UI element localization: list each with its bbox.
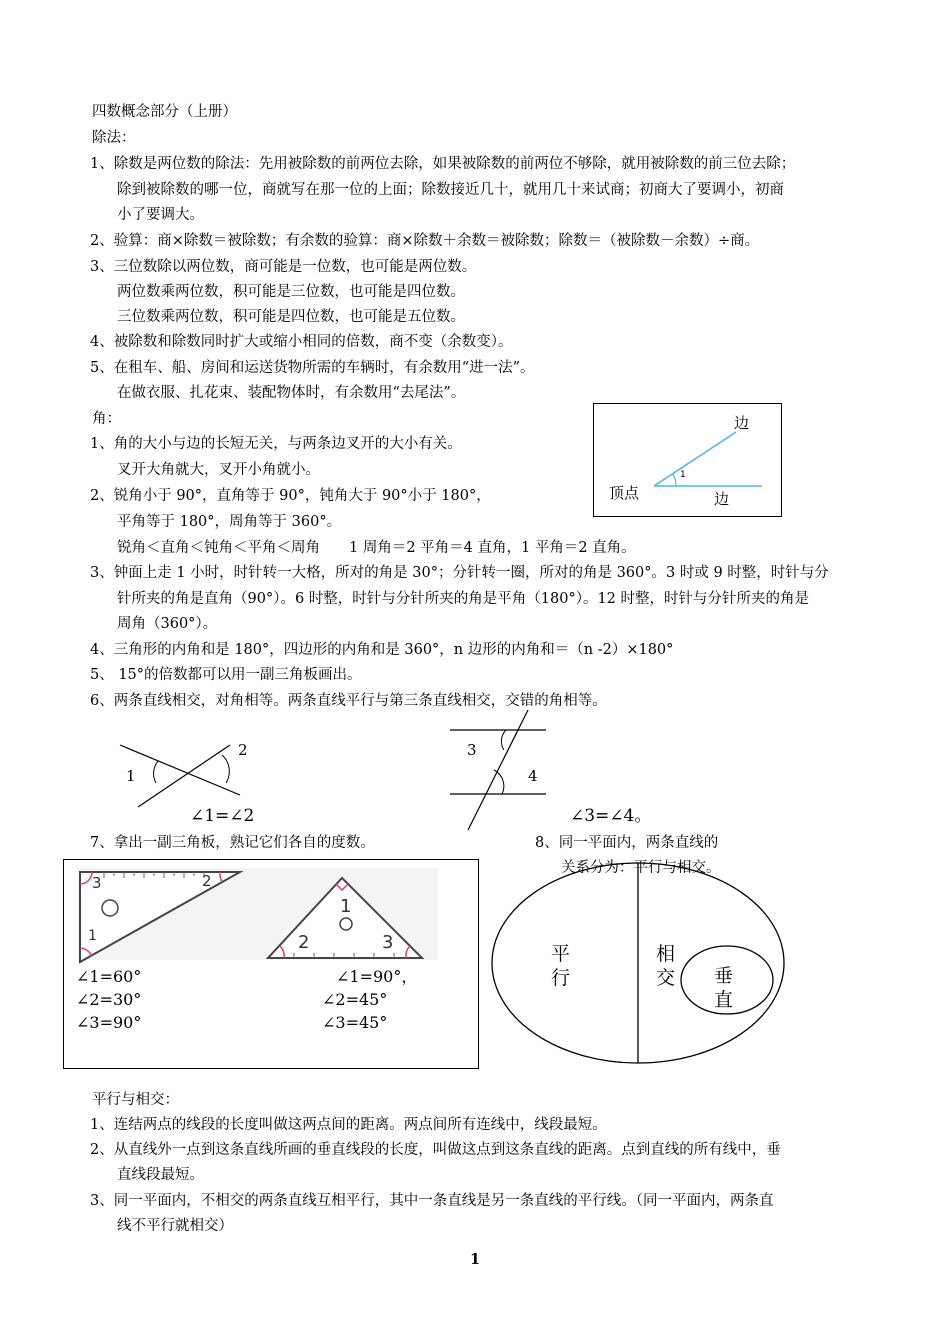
edge-label-bottom: 边 xyxy=(714,490,730,508)
line-relation-diagram xyxy=(490,860,790,1068)
cross-angle-2-label: 2 xyxy=(238,741,248,759)
division-item-3: 3、三位数除以两位数，商可能是一位数，也可能是两位数。 xyxy=(90,259,477,275)
angle-item-8: 8、同一平面内，两条直线的 xyxy=(535,835,719,851)
right-angle-1: ∠1=90°， xyxy=(336,967,418,986)
edge-label-top: 边 xyxy=(734,414,750,432)
division-item-3-cont: 两位数乘两位数，积可能是三位数，也可能是四位数。 xyxy=(117,284,465,300)
left-square-2: 2 xyxy=(202,872,212,890)
angle-item-3: 3、钟面上走 1 小时，时针转一大格，所对的角是 30°；分针转一圈，所对的角是 360°。3 时或 9 时整，时针与分 xyxy=(90,565,829,581)
pi-item-2-cont: 直线段最短。 xyxy=(117,1167,204,1183)
angle-arc xyxy=(673,474,676,486)
pi-item-2: 2、从直线外一点到这条直线所画的垂直线段的长度，叫做这点到这条直线的距离。点到直线的所有线中，垂 xyxy=(90,1142,781,1158)
division-heading: 除法： xyxy=(92,130,136,146)
crossing-line-b xyxy=(138,745,230,807)
parallel-angle-4-label: 4 xyxy=(528,767,538,785)
angle-item-8-cont: 关系分为：平行与相交。 xyxy=(561,860,721,876)
parallel-intersect-heading: 平行与相交： xyxy=(92,1092,179,1108)
division-item-1: 1、除数是两位数的除法：先用被除数的前两位去除，如果被除数的前两位不够除，就用被除数的前三位去除； xyxy=(90,156,796,172)
pi-item-3-cont: 线不平行就相交） xyxy=(117,1218,233,1234)
division-item-5-cont: 在做衣服、扎花束、装配物体时，有余数用“去尾法”。 xyxy=(117,385,466,401)
right-angle-3: ∠3=45° xyxy=(322,1013,388,1032)
angle-item-5: 5、 15°的倍数都可以用一副三角板画出。 xyxy=(90,667,362,683)
cross-angle-1-label: 1 xyxy=(126,767,136,785)
angle-item-2: 2、锐角小于 90°，直角等于 90°，钝角大于 90°小于 180°， xyxy=(90,488,491,504)
division-item-4: 4、被除数和除数同时扩大或缩小相同的倍数，商不变（余数变）。 xyxy=(90,334,513,350)
angle-item-2-cont: 锐角＜直角＜钝角＜平角＜周角 1 周角＝2 平角＝4 直角，1 平角＝2 直角。 xyxy=(117,540,636,556)
angle-item-3-cont: 周角（360°）。 xyxy=(117,616,218,632)
angle-heading: 角： xyxy=(92,411,121,427)
left-angle-3: ∠3=90° xyxy=(76,1013,142,1032)
angle-item-6: 6、两条直线相交，对角相等。两条直线平行与第三条直线相交，交错的角相等。 xyxy=(90,693,607,709)
angle-item-3-cont: 针所夹的角是直角（90°）。6 时整，时针与分针所夹的角是平角（180°）。12 时整，时针与分针所夹的角是 xyxy=(117,591,810,607)
angle-diagram xyxy=(593,403,782,517)
division-item-1-cont: 小了要调大。 xyxy=(117,207,204,223)
intersect-label: 相 交 xyxy=(656,943,676,989)
right-square-2: 2 xyxy=(298,932,310,953)
set-squares-box xyxy=(63,859,479,1069)
page-number: 1 xyxy=(470,1251,481,1268)
angle-item-1: 1、角的大小与边的长短无关，与两条边叉开的大小有关。 xyxy=(90,436,462,452)
pi-item-3: 3、同一平面内，不相交的两条直线互相平行，其中一条直线是另一条直线的平行线。（同一平面内，两条直 xyxy=(90,1193,774,1209)
angle-item-4: 4、三角形的内角和是 180°，四边形的内角和是 360°，n 边形的内角和＝（n -2）×180° xyxy=(90,642,674,658)
angle-4-arc xyxy=(494,770,504,794)
perpendicular-label: 垂 直 xyxy=(714,965,734,1011)
angle-1-arc xyxy=(154,761,158,783)
parallel-angle-3-label: 3 xyxy=(467,741,477,759)
left-square-1: 1 xyxy=(88,928,97,944)
angle-item-1-cont: 叉开大角就大，叉开小角就小。 xyxy=(117,462,320,478)
division-item-3-cont: 三位数乘两位数，积可能是四位数，也可能是五位数。 xyxy=(117,309,465,325)
division-item-1-cont: 除到被除数的哪一位，商就写在那一位的上面；除数接近几十，就用几十来试商；初商大了要调小，初商 xyxy=(117,182,784,198)
right-angle-2: ∠2=45° xyxy=(322,990,388,1009)
right-square-1: 1 xyxy=(340,896,352,917)
left-angle-2: ∠2=30° xyxy=(76,990,142,1009)
angle-2-arc xyxy=(222,755,229,783)
left-angle-1: ∠1=60° xyxy=(76,967,142,986)
angle-side-top xyxy=(654,432,736,486)
angle-item-7: 7、拿出一副三角板，熟记它们各自的度数。 xyxy=(90,835,375,851)
parallel-equation: ∠3=∠4。 xyxy=(570,806,652,826)
cross-equation: ∠1=∠2 xyxy=(190,806,255,826)
left-square-3: 3 xyxy=(92,874,102,892)
angle-item-2-cont: 平角等于 180°，周角等于 360°。 xyxy=(117,514,342,530)
angle-number: 1 xyxy=(680,470,686,480)
division-item-2: 2、验算：商×除数＝被除数；有余数的验算：商×除数＋余数＝被除数；除数＝（被除数－余数）÷商。 xyxy=(90,233,760,249)
division-item-5: 5、在租车、船、房间和运送货物所需的车辆时，有余数用“进一法”。 xyxy=(90,360,535,376)
vertex-label: 顶点 xyxy=(609,484,640,502)
crossing-line-a xyxy=(120,745,240,795)
angle-3-arc xyxy=(501,730,506,750)
pi-item-1: 1、连结两点的线段的长度叫做这两点间的距离。两点间所有连线中，线段最短。 xyxy=(90,1117,607,1133)
section-title: 四数概念部分（上册） xyxy=(92,104,237,120)
right-square-3: 3 xyxy=(382,932,394,953)
parallel-label: 平 行 xyxy=(551,943,571,989)
transversal-line xyxy=(468,710,528,830)
